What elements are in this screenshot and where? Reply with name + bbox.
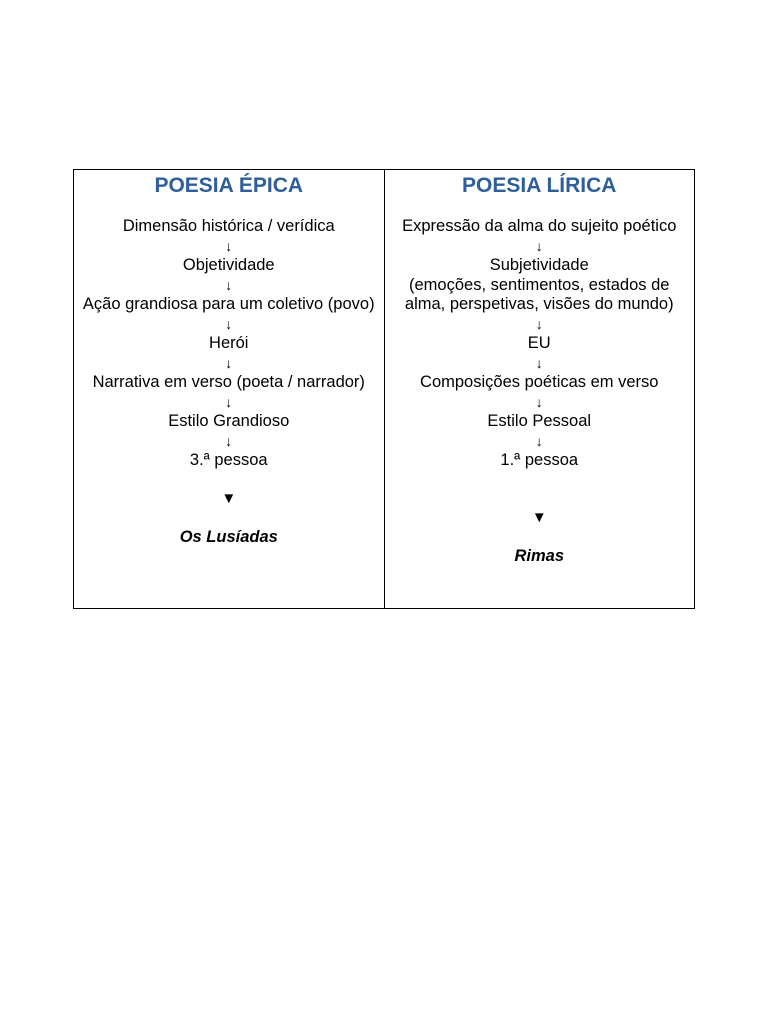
down-arrow-icon: ↓ bbox=[535, 315, 543, 332]
down-arrow-icon: ↓ bbox=[225, 354, 233, 371]
down-arrow-icon: ↓ bbox=[225, 276, 233, 293]
epic-work-title: Os Lusíadas bbox=[179, 527, 278, 546]
lyric-item-verse-compositions: Composições poéticas em verso bbox=[420, 373, 659, 391]
down-arrow-icon: ↓ bbox=[225, 393, 233, 410]
down-arrow-icon: ↓ bbox=[535, 432, 543, 449]
down-arrow-icon: ↓ bbox=[225, 237, 233, 254]
epic-poetry-list bbox=[74, 217, 384, 547]
lyric-item-soul-expression: Expressão da alma do sujeito poético bbox=[402, 217, 677, 235]
epic-poetry-column bbox=[74, 170, 384, 608]
epic-item-verse-narrative: Narrativa em verso (poeta / narrador) bbox=[92, 373, 365, 391]
down-arrow-icon: ↓ bbox=[225, 432, 233, 449]
down-arrow-icon: ↓ bbox=[225, 315, 233, 332]
lyric-item-subjectivity: Subjetividade bbox=[489, 256, 589, 274]
epic-item-grand-action: Ação grandiosa para um coletivo (povo) bbox=[82, 295, 375, 313]
lyric-item-personal-style: Estilo Pessoal bbox=[487, 412, 592, 430]
epic-item-third-person: 3.ª pessoa bbox=[189, 451, 268, 469]
lyric-poetry-title: POESIA LÍRICA bbox=[462, 174, 617, 197]
epic-item-objectivity: Objetividade bbox=[182, 256, 275, 274]
epic-item-historical-dimension: Dimensão histórica / verídica bbox=[122, 217, 335, 235]
comparison-table bbox=[73, 169, 695, 609]
lyric-item-eu: EU bbox=[527, 334, 551, 352]
epic-item-grand-style: Estilo Grandioso bbox=[168, 412, 290, 430]
down-triangle-icon: ▼ bbox=[531, 508, 547, 526]
down-triangle-icon: ▼ bbox=[221, 489, 237, 507]
epic-poetry-title: POESIA ÉPICA bbox=[154, 174, 304, 197]
down-arrow-icon: ↓ bbox=[535, 237, 543, 254]
lyric-work-title: Rimas bbox=[514, 546, 565, 565]
lyric-poetry-list bbox=[385, 217, 695, 566]
down-arrow-icon: ↓ bbox=[535, 393, 543, 410]
lyric-item-subjectivity-detail: (emoções, sentimentos, estados de alma, perspetivas, visões do mundo) bbox=[404, 275, 674, 313]
lyric-item-first-person: 1.ª pessoa bbox=[500, 451, 579, 469]
down-arrow-icon: ↓ bbox=[535, 354, 543, 371]
lyric-poetry-column bbox=[384, 170, 695, 608]
epic-item-hero: Herói bbox=[209, 334, 249, 352]
